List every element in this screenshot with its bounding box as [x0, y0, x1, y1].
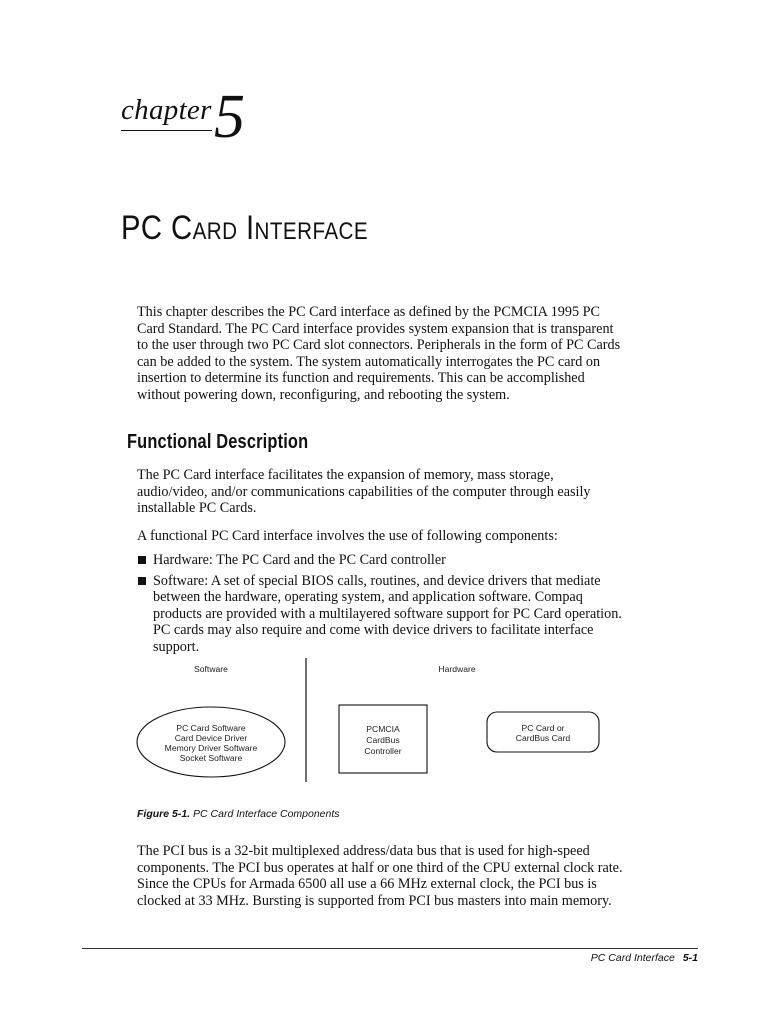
figure-caption-text: PC Card Interface Components — [193, 808, 340, 820]
intro-paragraph: This chapter describes the PC Card interface as defined by the PCMCIA 1995 PC Card Standard. The PC Card interface provides system expansion that is transparent to the user through two PC Card slot connectors. Peripherals in the form of PC Cards can be added to the system. The system automatically interrogates the PC card on insertion to determine its function and requirements. This can be accomplished without powering down, reconfiguring, and rebooting the system. — [137, 304, 621, 403]
chapter-number: 5 — [214, 83, 245, 151]
chapter-underline — [121, 130, 212, 131]
chapter-label: chapter — [121, 94, 212, 126]
controller-box-line: CardBus — [366, 735, 400, 745]
controller-box-line: PCMCIA — [366, 724, 400, 734]
list-item — [137, 552, 629, 569]
figure-label: Figure 5-1. — [137, 808, 191, 820]
footer-title: PC Card Interface — [590, 952, 675, 964]
footer-rule — [82, 948, 698, 949]
list-item-text: Hardware: The PC Card and the PC Card controller — [153, 552, 446, 568]
software-box-line: PC Card Software — [176, 723, 246, 733]
page-footer — [560, 952, 698, 964]
page-number: 5-1 — [682, 952, 698, 964]
bullet-square-icon — [138, 556, 146, 564]
controller-box-line: Controller — [364, 746, 402, 756]
software-box-line: Card Device Driver — [174, 733, 248, 743]
card-box-line: PC Card or — [521, 723, 565, 733]
list-item-text: Software: A set of special BIOS calls, routines, and device drivers that mediate between the hardware, operating system, and application software. Compaq products are provided with a multilayered software support for PC Card operation. PC cards may also require and come with device drivers to facilitate interface support. — [153, 572, 622, 655]
functional-paragraph-2: A functional PC Card interface involves the use of following components: — [137, 528, 558, 544]
pc-card-components-diagram — [120, 650, 620, 790]
page-title: PC Card Interface — [121, 209, 369, 247]
section-heading: Functional Description — [127, 431, 309, 453]
functional-paragraph-1: The PC Card interface facilitates the expansion of memory, mass storage, audio/video, and/or communications capabilities of the computer through easily installable PC Cards. — [137, 467, 591, 517]
software-box-line: Memory Driver Software — [164, 743, 258, 753]
software-label: Software — [194, 664, 228, 674]
bullet-square-icon — [138, 577, 146, 585]
hardware-label: Hardware — [438, 664, 476, 674]
component-list — [137, 552, 629, 660]
list-item — [137, 573, 629, 656]
card-box-line: CardBus Card — [515, 733, 571, 743]
software-box-line: Socket Software — [179, 753, 243, 763]
figure-caption — [137, 808, 340, 820]
pci-paragraph: The PCI bus is a 32-bit multiplexed address/data bus that is used for high-speed components. The PCI bus operates at half or one third of the CPU external clock rate. Since the CPUs for Armada 6500 all use a 66 MHz external clock, the PCI bus is clocked at 33 MHz. Bursting is supported from PCI bus masters into main memory. — [137, 843, 623, 909]
